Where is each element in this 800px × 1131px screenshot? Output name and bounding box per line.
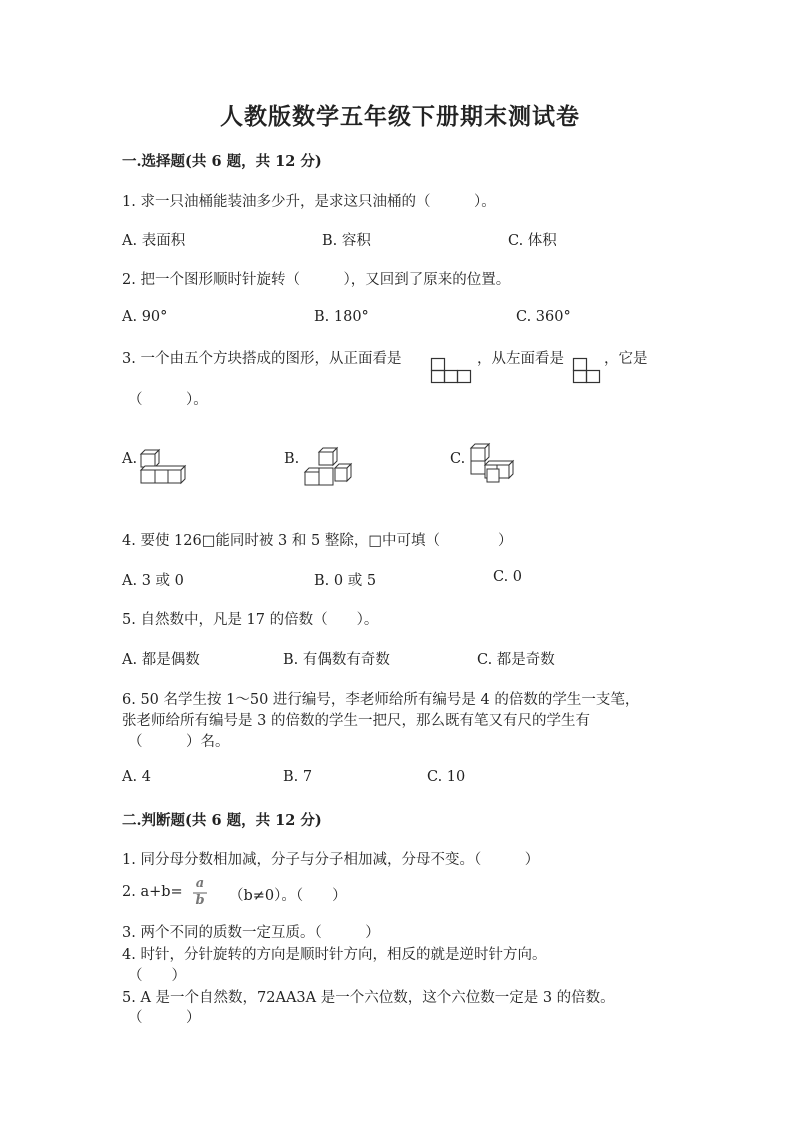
page-title: 人教版数学五年级下册期末测试卷 [220,103,580,130]
judgement-3-text: 3. 两个不同的质数一定互质。（ ） [122,925,380,941]
q4-option-b: B. 0 或 5 [314,573,377,589]
q5-option-a: A. 都是偶数 [122,652,200,668]
q3-option-a: A. [122,451,138,467]
question-6-line1: 6. 50 名学生按 1～50 进行编号，李老师给所有编号是 4 的倍数的学生一支笔， [122,692,640,708]
q5-option-c: C. 都是奇数 [477,652,555,668]
question-2-text: 2. 把一个图形顺时针旋转（ ），又回到了原来的位置。 [122,272,511,288]
fraction-numerator: a [195,876,205,891]
question-3-text-line2: （ ）。 [128,392,208,408]
judgement-4-line2: （ ） [128,968,186,984]
left-view-figure [573,358,600,384]
question-5-text: 5. 自然数中，凡是 17 的倍数（ ）。 [122,612,379,628]
q5-option-b: B. 有偶数有奇数 [283,652,390,668]
q2-option-a: A. 90° [122,309,168,325]
judgement-5-line2: （ ） [128,1010,201,1026]
q4-option-c: C. 0 [493,569,523,585]
fraction-denominator: b [195,893,205,908]
q3-option-a-figure [139,446,189,486]
q3-option-b-figure [301,444,353,486]
judgement-2-text-part2: （b≠0）。（ ） [229,888,347,904]
question-6-line2: 张老师给所有编号是 3 的倍数的学生一把尺，那么既有笔又有尺的学生有 [122,713,590,729]
section-heading-choice: 一.选择题(共 6 题，共 12 分) [122,153,322,170]
q3-option-c-figure [467,440,517,484]
q1-option-a: A. 表面积 [122,233,186,249]
judgement-5-line1: 5. A 是一个自然数，72AA3A 是一个六位数，这个六位数一定是 3 的倍数。 [122,990,615,1006]
judgement-1-text: 1. 同分母分数相加减，分子与分子相加减，分母不变。（ ） [122,852,540,868]
question-4-text: 4. 要使 126□能同时被 3 和 5 整除，□中可填（ ） [122,533,513,549]
q6-option-c: C. 10 [427,769,466,785]
q3-option-b: B. [284,451,300,467]
front-view-figure [431,358,471,384]
judgement-2-text-part1: 2. a+b= [122,884,183,900]
question-3-text-part2: ，从左面看是 [477,351,564,367]
question-6-line3: （ ）名。 [128,734,230,750]
q2-option-c: C. 360° [516,309,571,325]
question-3-text-part3: ，它是 [604,351,648,367]
question-3-text-part1: 3. 一个由五个方块搭成的图形，从正面看是 [122,351,402,367]
judgement-4-line1: 4. 时针，分针旋转的方向是顺时针方向，相反的就是逆时针方向。 [122,947,547,963]
section-heading-judgement: 二.判断题(共 6 题，共 12 分) [122,812,322,829]
q3-option-c: C. [450,451,466,467]
q6-option-a: A. 4 [122,769,151,785]
question-1-text: 1. 求一只油桶能装油多少升，是求这只油桶的（ ）。 [122,194,496,210]
q2-option-b: B. 180° [314,309,369,325]
q1-option-b: B. 容积 [322,233,371,249]
q1-option-c: C. 体积 [508,233,557,249]
q4-option-a: A. 3 或 0 [122,573,184,589]
q6-option-b: B. 7 [283,769,313,785]
